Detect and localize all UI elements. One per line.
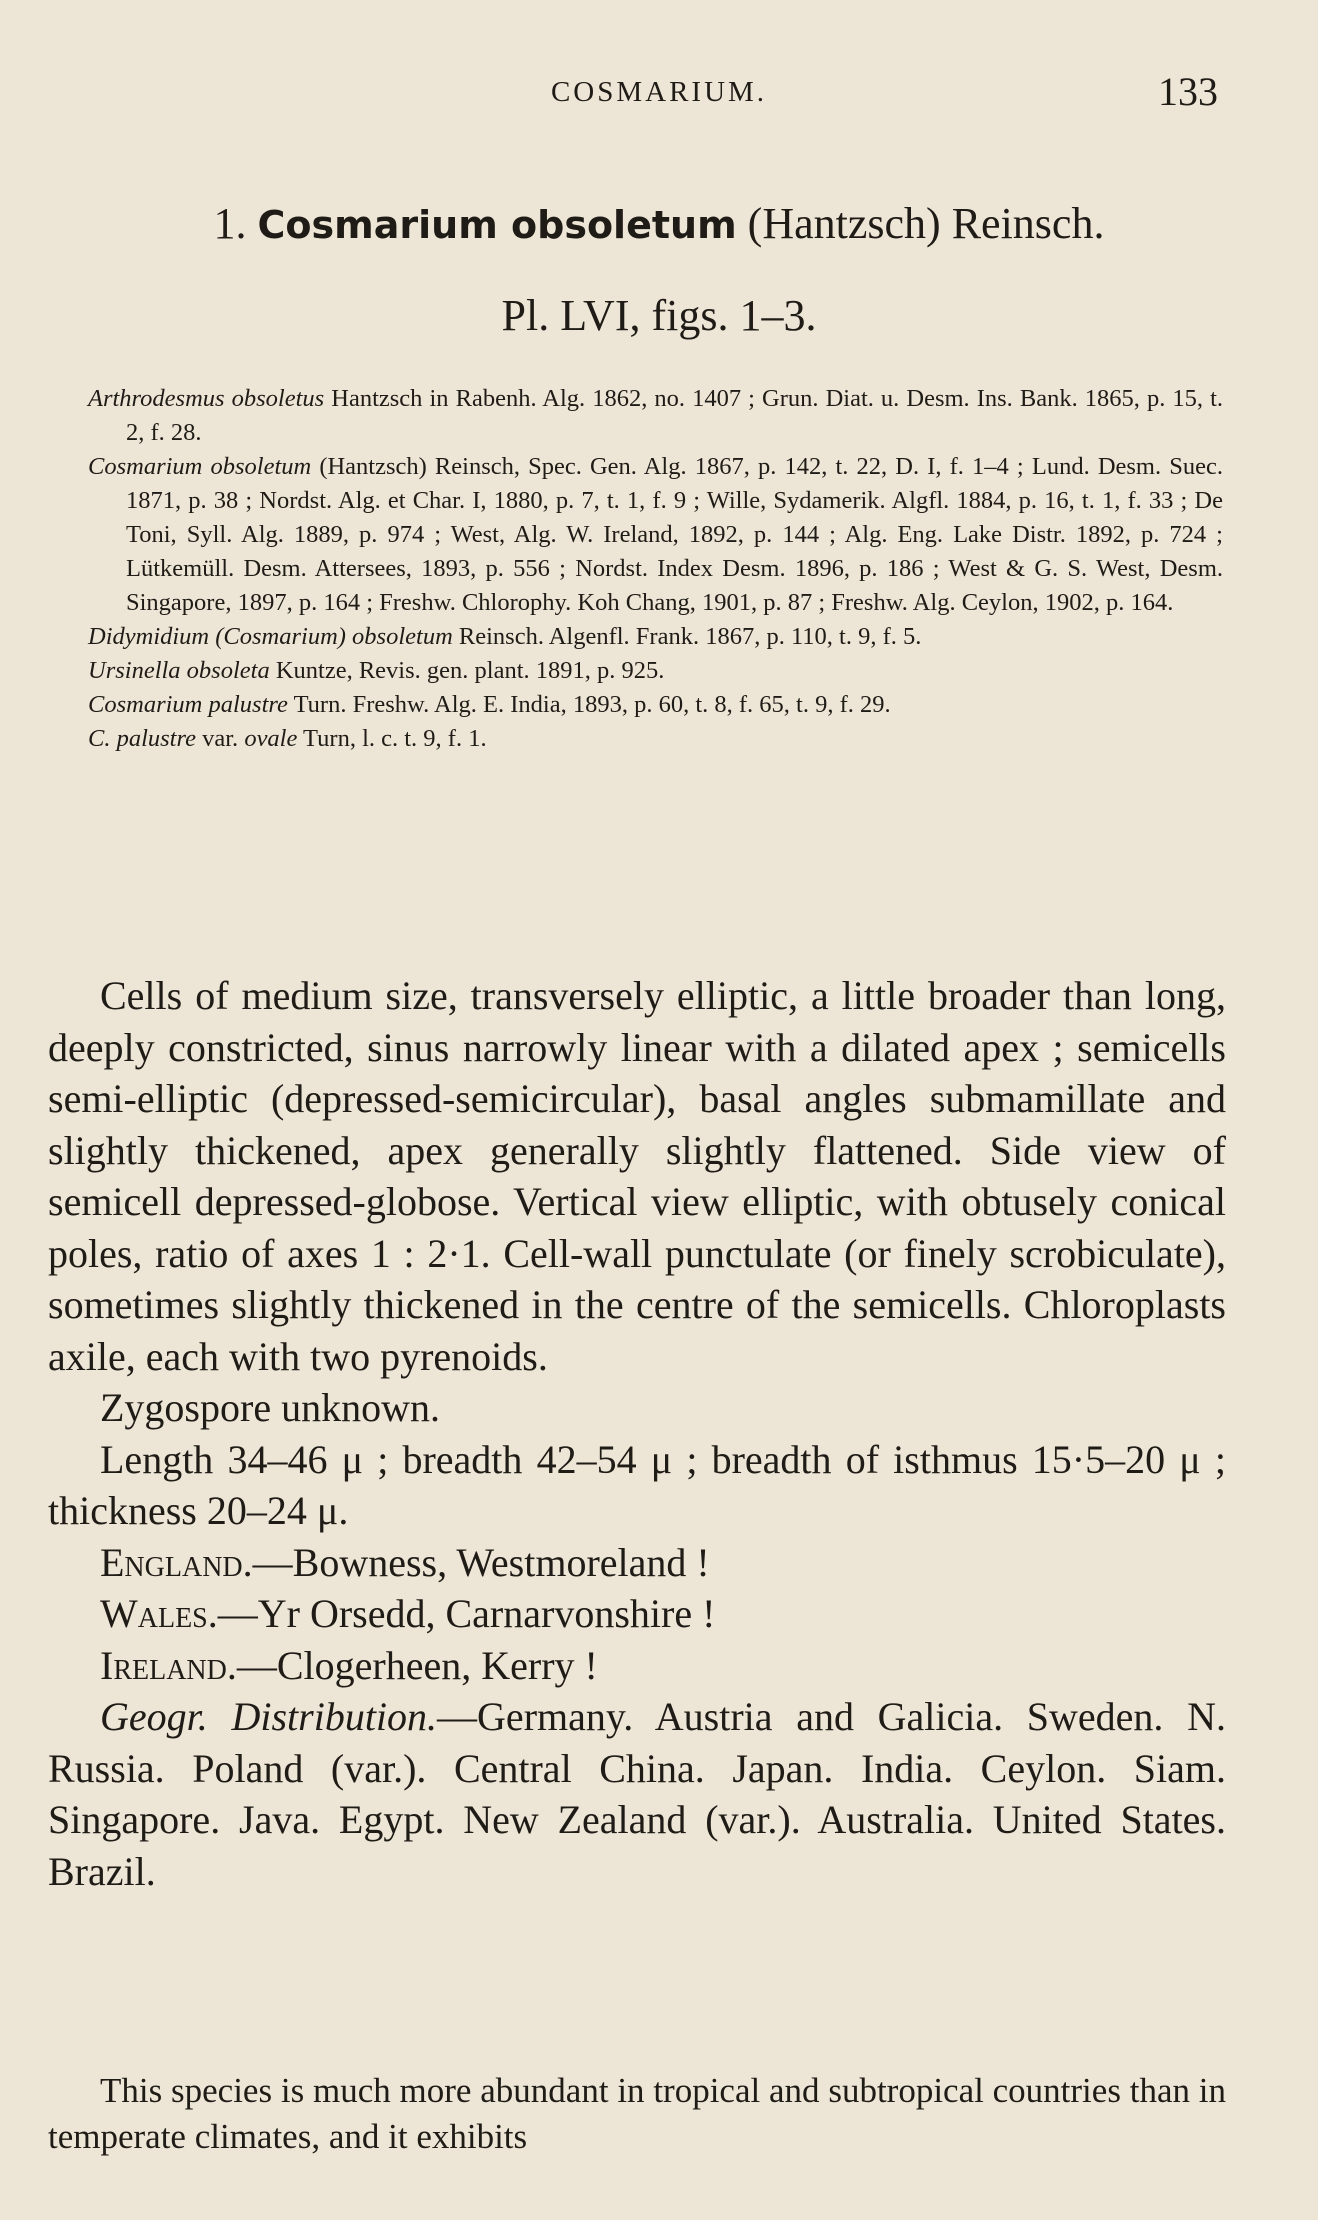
- synonymy-entry: [88, 620, 1223, 654]
- locality-ireland: [48, 1640, 1226, 1692]
- synonym-citation: Hantzsch in Rabenh. Alg. 1862, no. 1407 ; Grun. Diat. u. Desm. Ins. Bank. 1865, p. 15, t. 2, f. 28.: [126, 385, 1223, 446]
- locality-text: —Clogerheen, Kerry !: [236, 1642, 598, 1688]
- distribution-label: Geogr. Distribution.: [100, 1694, 438, 1739]
- synonymy-entry: [88, 654, 1223, 688]
- synonym-citation: (Hantzsch) Reinsch, Spec. Gen. Alg. 1867, p. 142, t. 22, D. I, f. 1–4 ; Lund. Desm. Suec. 1871, p. 38 ; Nordst. Alg. et Char. I, 1880, p. 7, t. 1, f. 9 ; Wille, Sydamerik. Algfl. 1884, p. 16, t. 1, f. 33 ; De Toni, Syll. Alg. 1889, p. 974 ; West, Alg. W. Ireland, 1892, p. 144 ; Alg. Eng. Lake Distr. 1892, p. 724 ; Lütkemüll. Desm. Attersees, 1893, p. 556 ; Nordst. Index Desm. 1896, p. 186 ; West & G. S. West, Desm. Singapore, 1897, p. 164 ; Freshw. Chlorophy. Koh Chang, 1901, p. 87 ; Freshw. Alg. Ceylon, 1902, p. 164.: [126, 453, 1223, 616]
- species-number: 1.: [213, 199, 247, 248]
- locality-region: Wales.: [100, 1591, 218, 1636]
- locality-region: England.: [100, 1539, 253, 1585]
- distribution-text: —Germany. Austria and Galicia. Sweden. N. Russia. Poland (var.). Central China. Japan. India. Ceylon. Siam. Singapore. Java. Egypt. New Zealand (var.). Australia. United States. Brazil.: [48, 1694, 1227, 1894]
- synonym-name: Arthrodesmus obsoletus: [88, 385, 325, 412]
- locality-text: —Yr Orsedd, Carnarvonshire !: [217, 1591, 716, 1636]
- synonymy-entry: [88, 382, 1223, 450]
- species-heading: [0, 198, 1318, 249]
- species-description: [48, 970, 1226, 1897]
- synonymy-entry: [88, 450, 1223, 620]
- plate-reference: Pl. LVI, figs. 1–3.: [501, 291, 817, 340]
- locality-text: —Bowness, Westmoreland !: [252, 1539, 710, 1585]
- synonym-name: Didymidium (Cosmarium) obsoletum: [88, 623, 453, 650]
- geographic-distribution: [48, 1691, 1226, 1897]
- dimensions: Length 34–46 μ ; breadth 42–54 μ ; breadth of isthmus 15·5–20 μ ; thickness 20–24 μ.: [48, 1436, 1226, 1533]
- variety-name: ovale: [244, 725, 298, 752]
- synonym-name: Ursinella obsoleta: [88, 657, 270, 684]
- page-number: 133: [1158, 69, 1218, 114]
- locality-england: [48, 1537, 1226, 1589]
- variety-citation: Turn, l. c. t. 9, f. 1.: [297, 725, 487, 752]
- description-paragraph: Cells of medium size, transversely elliptic, a little broader than long, deeply constricted, sinus narrowly linear with a dilated apex ; semicells semi-elliptic (depressed-semicircular), basal angles submamillate and slightly thickened, apex generally slightly flattened. Side view of semicell depressed-globose. Vertical view elliptic, with obtusely conical poles, ratio of axes 1 : 2·1. Cell-wall punctulate (or finely scrobiculate), sometimes slightly thickened in the centre of the semicells. Chloroplasts axile, each with two pyrenoids.: [48, 973, 1226, 1379]
- synonym-citation: Kuntze, Revis. gen. plant. 1891, p. 925.: [269, 657, 665, 684]
- synonym-citation: var.: [196, 725, 245, 752]
- locality-region: Ireland.: [100, 1642, 237, 1688]
- synonym-citation: Turn. Freshw. Alg. E. India, 1893, p. 60, t. 8, f. 65, t. 9, f. 29.: [287, 691, 891, 718]
- running-head-title: COSMARIUM.: [550, 76, 768, 108]
- synonym-name: C. palustre: [88, 725, 196, 752]
- synonym-name: Cosmarium palustre: [88, 691, 288, 718]
- synonym-name: Cosmarium obsoletum: [88, 453, 312, 480]
- synonym-citation: Reinsch. Algenfl. Frank. 1867, p. 110, t. 9, f. 5.: [452, 623, 922, 650]
- running-head: [0, 68, 1318, 118]
- locality-wales: [48, 1588, 1226, 1640]
- species-note: This species is much more abundant in tropical and subtropical countries than in temperate climates, and it exhibits: [48, 2071, 1226, 2156]
- synonymy-list: [88, 382, 1223, 756]
- species-authority: (Hantzsch) Reinsch.: [747, 199, 1105, 248]
- zygospore-note: Zygospore unknown.: [100, 1385, 440, 1430]
- species-name: Cosmarium obsoletum: [257, 203, 737, 247]
- synonymy-entry: [88, 722, 1223, 756]
- synonymy-entry: [88, 688, 1223, 722]
